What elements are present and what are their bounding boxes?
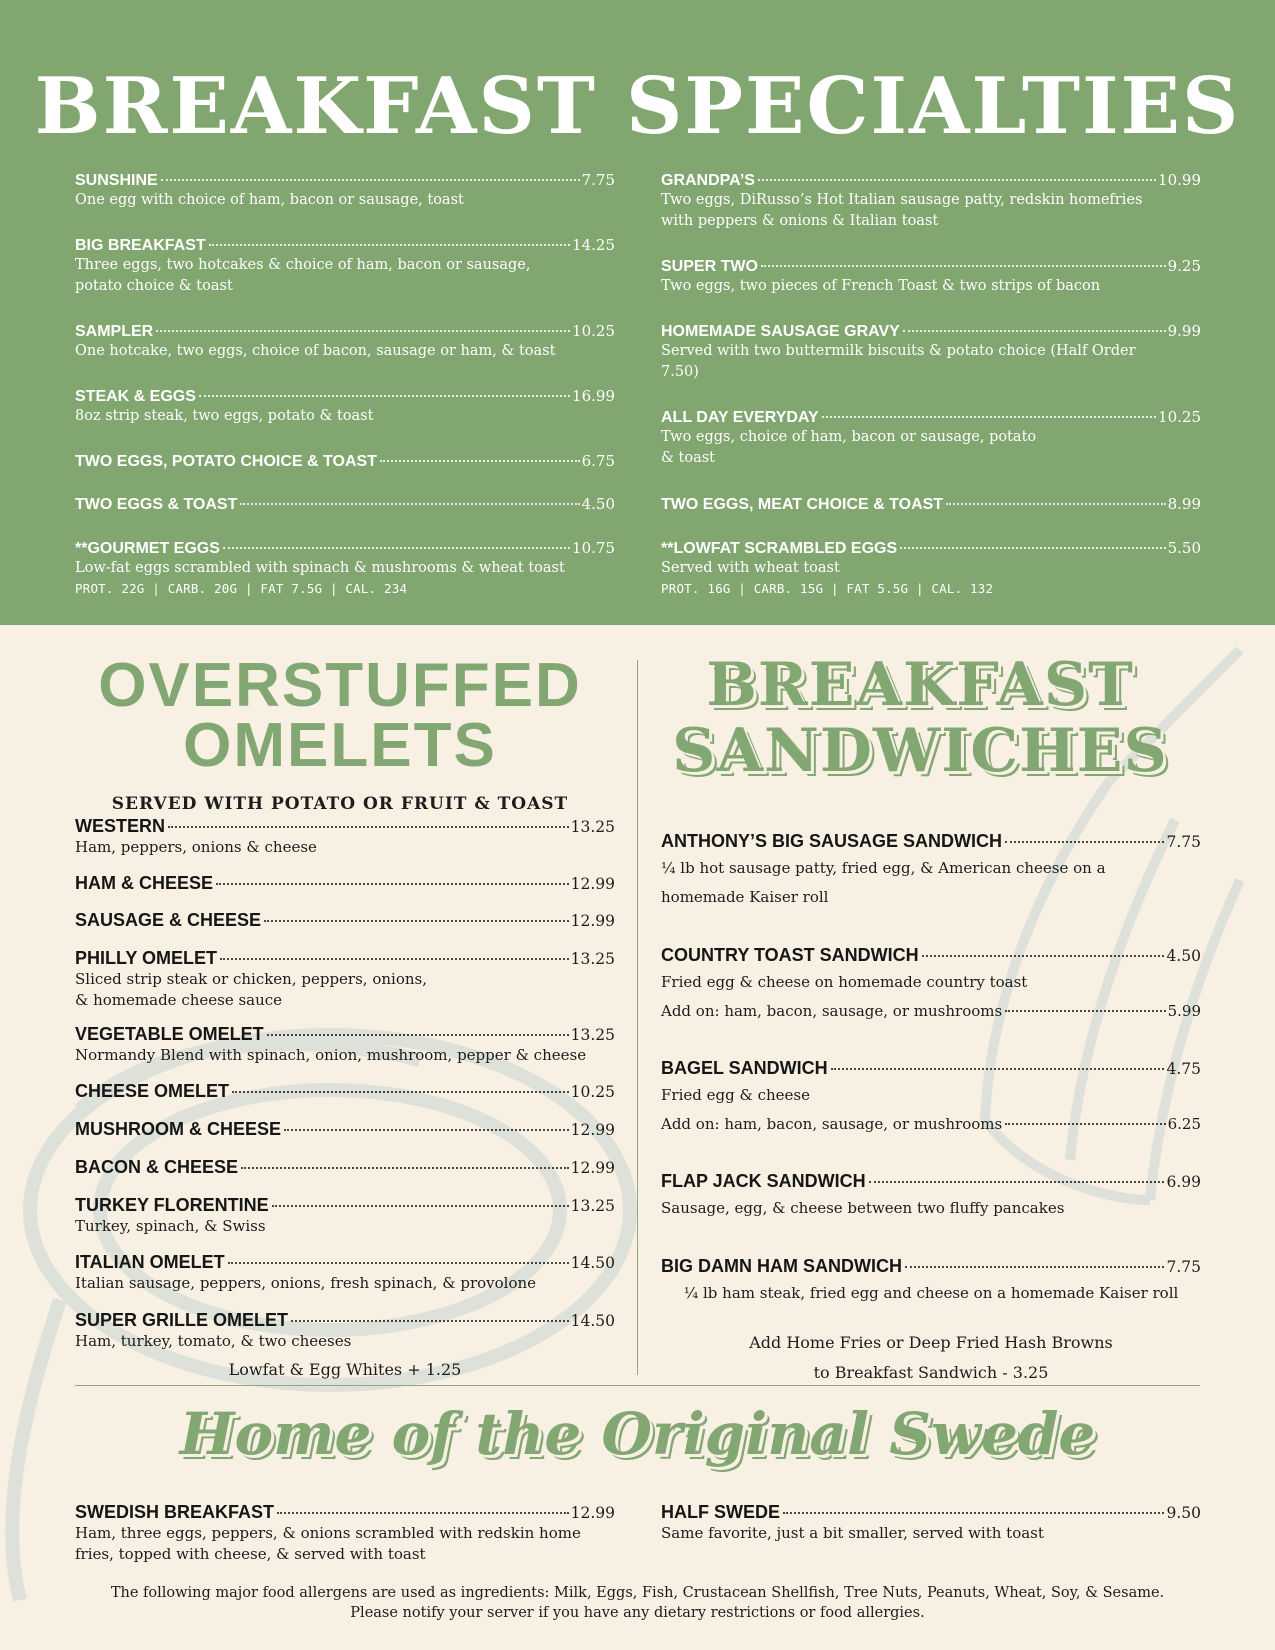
- item-price: 10.25: [1158, 408, 1201, 426]
- item-name: SWEDISH BREAKFAST: [75, 1502, 275, 1522]
- item-name: TURKEY FLORENTINE: [75, 1195, 269, 1215]
- item-name: HOMEMADE SAUSAGE GRAVY: [661, 323, 900, 340]
- item-price: 9.99: [1167, 322, 1201, 340]
- item-name: PHILLY OMELET: [75, 948, 218, 968]
- item-name: CHEESE OMELET: [75, 1081, 230, 1101]
- item-name: BIG BREAKFAST: [75, 237, 206, 254]
- item-price: 7.75: [581, 171, 615, 189]
- item-description: Fried egg & cheese: [661, 1086, 810, 1104]
- item-description: potato choice & toast: [75, 278, 233, 294]
- menu-item-gourmet-eggs: [75, 539, 615, 599]
- menu-item-big-breakfast: [75, 236, 615, 297]
- swede-title: Home of the Original Swede: [179, 1400, 1096, 1468]
- item-name: ANTHONY’S BIG SAUSAGE SANDWICH: [661, 831, 1003, 851]
- addon-row: [661, 1110, 1201, 1139]
- item-price: 4.75: [1166, 1060, 1201, 1078]
- menu-item-super-two: [661, 257, 1201, 297]
- item-description: Sausage, egg, & cheese between two fluffy pancakes: [661, 1199, 1065, 1217]
- menu-item-two-eggs-meat: [661, 495, 1201, 514]
- menu-item-two-eggs-toast: [75, 495, 615, 514]
- menu-item-flap-jack-sandwich: [661, 1171, 1201, 1223]
- item-price: 9.25: [1167, 257, 1201, 275]
- item-description: One hotcake, two eggs, choice of bacon, sausage or ham, & toast: [75, 343, 556, 359]
- item-description: ¼ lb ham steak, fried egg and cheese on a homemade Kaiser roll: [683, 1284, 1179, 1302]
- menu-item-mushroom-cheese: [75, 1119, 615, 1140]
- menu-item-steak-eggs: [75, 387, 615, 427]
- item-description: Normandy Blend with spinach, onion, mushroom, pepper & cheese: [75, 1046, 587, 1064]
- item-name: VEGETABLE OMELET: [75, 1024, 264, 1044]
- item-description: & toast: [661, 450, 715, 466]
- item-name: ALL DAY EVERYDAY: [661, 409, 819, 426]
- omelets-note: Lowfat & Egg Whites + 1.25: [228, 1360, 462, 1379]
- item-price: 7.75: [1166, 833, 1201, 851]
- item-price: 12.99: [570, 1159, 615, 1177]
- nutrition-info: PROT. 22G | CARB. 20G | FAT 7.5G | CAL. 234: [75, 581, 408, 596]
- menu-item-bacon-cheese: [75, 1157, 615, 1178]
- item-description: fries, topped with cheese, & served with toast: [75, 1545, 426, 1563]
- item-name: TWO EGGS & TOAST: [75, 496, 238, 513]
- item-name: SUPER TWO: [661, 258, 758, 275]
- item-price: 14.50: [570, 1312, 615, 1330]
- menu-item-vegetable-omelet: [75, 1024, 615, 1066]
- item-name: **LOWFAT SCRAMBLED EGGS: [661, 540, 898, 557]
- item-description: Two eggs, choice of ham, bacon or sausage, potato: [661, 429, 1037, 445]
- menu-item-anthonys-sausage-sandwich: [661, 831, 1201, 912]
- addon-label: Add on: ham, bacon, sausage, or mushrooms: [661, 1115, 1003, 1133]
- item-price: 12.99: [570, 912, 615, 930]
- item-name: TWO EGGS, MEAT CHOICE & TOAST: [661, 496, 944, 513]
- item-name: **GOURMET EGGS: [75, 540, 220, 557]
- addon-price: 5.99: [1167, 1002, 1201, 1020]
- allergen-notice: [0, 1583, 1275, 1623]
- column-divider: [637, 660, 638, 1375]
- item-price: 9.50: [1166, 1504, 1201, 1522]
- item-description: Ham, peppers, onions & cheese: [75, 838, 317, 856]
- item-description: Same favorite, just a bit smaller, served with toast: [661, 1524, 1044, 1542]
- item-price: 14.50: [570, 1254, 615, 1272]
- item-name: BACON & CHEESE: [75, 1157, 239, 1177]
- item-name: WESTERN: [75, 816, 165, 836]
- menu-item-sunshine: [75, 171, 615, 211]
- item-description: Italian sausage, peppers, onions, fresh spinach, & provolone: [75, 1274, 537, 1292]
- item-description: One egg with choice of ham, bacon or sausage, toast: [75, 192, 464, 208]
- item-price: 10.99: [1158, 171, 1201, 189]
- item-price: 13.25: [570, 1197, 615, 1215]
- menu-item-cheese-omelet: [75, 1081, 615, 1102]
- item-name: HAM & CHEESE: [75, 873, 214, 893]
- menu-item-bagel-sandwich: [661, 1058, 1201, 1139]
- item-price: 14.25: [572, 236, 615, 254]
- item-description: Two eggs, two pieces of French Toast & two strips of bacon: [661, 278, 1101, 294]
- item-description: Low-fat eggs scrambled with spinach & mushrooms & wheat toast: [75, 560, 565, 576]
- menu-item-italian-omelet: [75, 1252, 615, 1294]
- nutrition-info: PROT. 16G | CARB. 15G | FAT 5.5G | CAL. 132: [661, 581, 994, 596]
- item-price: 12.99: [570, 1121, 615, 1139]
- item-description: Three eggs, two hotcakes & choice of ham, bacon or sausage,: [75, 257, 531, 273]
- page-title: BREAKFAST SPECIALTIES: [34, 61, 1241, 152]
- item-price: 13.25: [570, 818, 615, 836]
- menu-item-big-damn-ham-sandwich: [661, 1256, 1201, 1308]
- allergen-line: The following major food allergens are used as ingredients: Milk, Eggs, Fish, Crustacean Shellfish, Tree Nuts, Peanuts, Wheat, Soy, & Sesame.: [110, 1585, 1165, 1601]
- item-name: SUNSHINE: [75, 172, 158, 189]
- item-name: SAMPLER: [75, 323, 154, 340]
- item-price: 13.25: [570, 1026, 615, 1044]
- addon-label: Add on: ham, bacon, sausage, or mushrooms: [661, 1002, 1003, 1020]
- menu-item-ham-cheese: [75, 873, 615, 894]
- menu-item-sampler: [75, 322, 615, 362]
- item-price: 10.25: [572, 322, 615, 340]
- menu-item-country-toast-sandwich: [661, 945, 1201, 1026]
- item-name: SUPER GRILLE OMELET: [75, 1310, 289, 1330]
- menu-item-half-swede: [661, 1502, 1201, 1544]
- menu-item-sausage-cheese: [75, 910, 615, 931]
- menu-item-swedish-breakfast: [75, 1502, 615, 1565]
- sandwiches-note: Add Home Fries or Deep Fried Hash Browns to Breakfast Sandwich - 3.25: [749, 1333, 1113, 1382]
- item-price: 12.99: [570, 1504, 615, 1522]
- sandwiches-title: BREAKFAST SANDWICHES: [672, 650, 1168, 786]
- item-description: Ham, turkey, tomato, & two cheeses: [75, 1332, 352, 1350]
- item-description: 7.50): [661, 364, 699, 380]
- item-price: 13.25: [570, 950, 615, 968]
- item-name: FLAP JACK SANDWICH: [661, 1171, 866, 1191]
- item-price: 6.99: [1166, 1173, 1201, 1191]
- menu-item-grandpas: [661, 171, 1201, 232]
- item-description: with peppers & onions & Italian toast: [661, 213, 939, 229]
- item-name: BAGEL SANDWICH: [661, 1058, 828, 1078]
- item-description: Fried egg & cheese on homemade country toast: [661, 973, 1028, 991]
- item-name: TWO EGGS, POTATO CHOICE & TOAST: [75, 453, 377, 470]
- item-price: 16.99: [572, 387, 615, 405]
- item-description: & homemade cheese sauce: [75, 991, 283, 1009]
- item-description: Sliced strip steak or chicken, peppers, onions,: [75, 970, 427, 988]
- menu-item-super-grille-omelet: [75, 1310, 615, 1352]
- allergen-line: Please notify your server if you have any dietary restrictions or food allergies.: [350, 1605, 925, 1621]
- item-price: 4.50: [581, 495, 615, 513]
- addon-row: [661, 997, 1201, 1026]
- omelets-title: OVERSTUFFED OMELETS: [98, 651, 582, 780]
- item-name: BIG DAMN HAM SANDWICH: [661, 1256, 902, 1276]
- item-description: Served with wheat toast: [661, 560, 840, 576]
- item-description: ¼ lb hot sausage patty, fried egg, & American cheese on a: [661, 859, 1106, 877]
- menu-item-two-eggs-potato: [75, 452, 615, 471]
- item-description: 8oz strip steak, two eggs, potato & toast: [75, 408, 374, 424]
- item-price: 10.75: [572, 539, 615, 557]
- menu-item-turkey-florentine: [75, 1195, 615, 1237]
- item-price: 7.75: [1166, 1258, 1201, 1276]
- item-description: Turkey, spinach, & Swiss: [75, 1217, 266, 1235]
- item-description: Two eggs, DiRusso’s Hot Italian sausage patty, redskin homefries: [661, 192, 1143, 208]
- item-description: homemade Kaiser roll: [661, 888, 829, 906]
- item-description: Served with two buttermilk biscuits & potato choice (Half Order: [661, 343, 1136, 359]
- item-price: 4.50: [1166, 947, 1201, 965]
- menu-item-all-day-everyday: [661, 408, 1201, 469]
- item-name: SAUSAGE & CHEESE: [75, 910, 262, 930]
- menu-item-western: [75, 816, 615, 858]
- item-name: COUNTRY TOAST SANDWICH: [661, 945, 919, 965]
- omelets-subtitle: SERVED WITH POTATO OR FRUIT & TOAST: [111, 794, 569, 814]
- item-price: 8.99: [1167, 495, 1201, 513]
- item-price: 10.25: [570, 1083, 615, 1101]
- item-name: MUSHROOM & CHEESE: [75, 1119, 282, 1139]
- item-description: Ham, three eggs, peppers, & onions scrambled with redskin home: [75, 1524, 581, 1542]
- menu-item-sausage-gravy: [661, 322, 1201, 383]
- addon-price: 6.25: [1167, 1115, 1201, 1133]
- item-price: 12.99: [570, 875, 615, 893]
- menu-item-lowfat-scrambled: [661, 539, 1201, 599]
- item-price: 5.50: [1167, 539, 1201, 557]
- item-price: 6.75: [581, 452, 615, 470]
- item-name: STEAK & EGGS: [75, 388, 196, 405]
- menu-item-philly-omelet: [75, 948, 615, 1011]
- item-name: ITALIAN OMELET: [75, 1252, 225, 1272]
- item-name: GRANDPA’S: [661, 172, 755, 189]
- item-name: HALF SWEDE: [661, 1502, 780, 1522]
